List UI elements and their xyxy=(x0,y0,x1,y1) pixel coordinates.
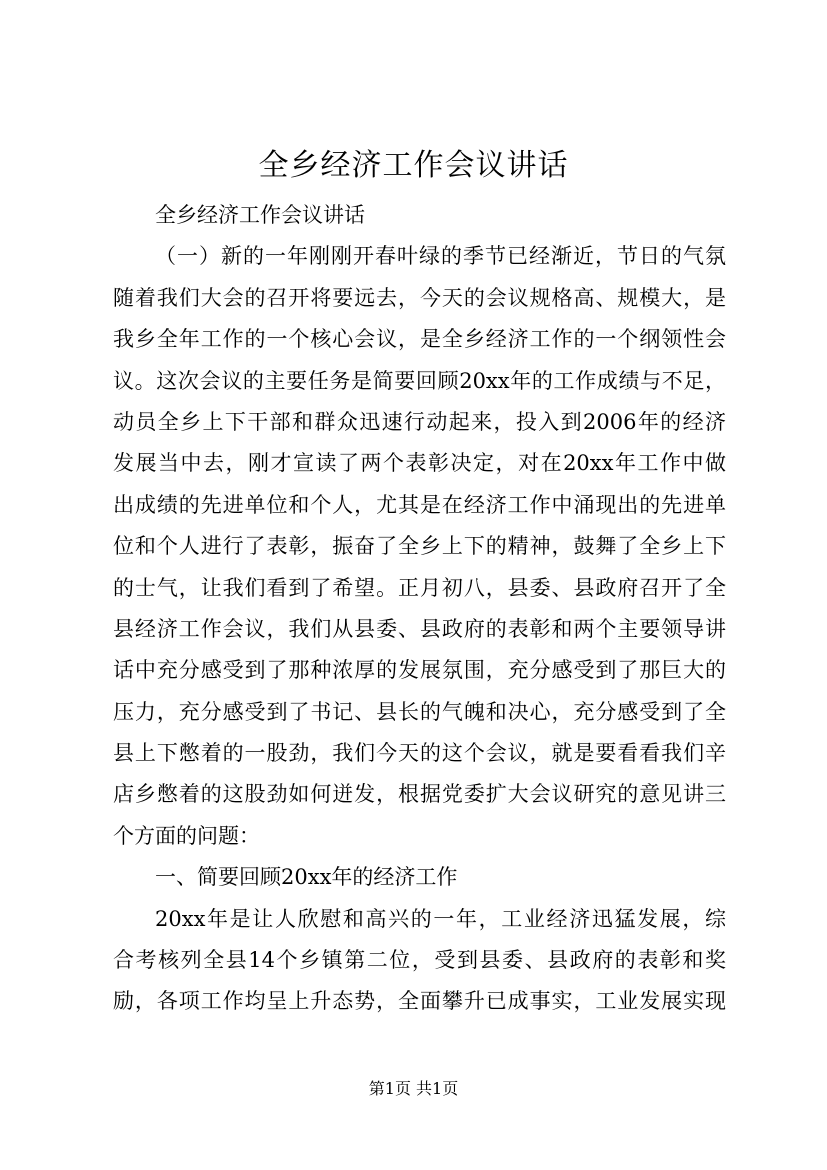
paragraph-line: 合考核列全县14个乡镇第二位，受到县委、县政府的表彰和奖 xyxy=(113,948,726,973)
section-heading: 一、简要回顾20xx年的经济工作 xyxy=(155,865,458,890)
paragraph-line: 县经济工作会议，我们从县委、县政府的表彰和两个主要领导讲 xyxy=(113,616,726,641)
paragraph-line: 出成绩的先进单位和个人，尤其是在经济工作中涌现出的先进单 xyxy=(113,492,726,517)
paragraph-line: 话中充分感受到了那种浓厚的发展氛围，充分感受到了那巨大的 xyxy=(113,658,726,683)
paragraph-line: 动员全乡上下干部和群众迅速行动起来，投入到2006年的经济 xyxy=(113,409,726,434)
paragraph-line: 励，各项工作均呈上升态势，全面攀升已成事实，工业发展实现 xyxy=(113,989,726,1014)
paragraph-line: 县上下憋着的一股劲，我们今天的这个会议，就是要看看我们辛 xyxy=(113,741,726,766)
paragraph-line: 压力，充分感受到了书记、县长的气魄和决心，充分感受到了全 xyxy=(113,699,726,724)
document-body xyxy=(113,195,726,1023)
paragraph-line: 发展当中去，刚才宣读了两个表彰决定，对在20xx年工作中做 xyxy=(113,451,726,476)
paragraph-line: 店乡憋着的这股劲如何迸发，根据党委扩大会议研究的意见讲三 xyxy=(113,782,726,807)
paragraph-line: 位和个人进行了表彰，振奋了全乡上下的精神，鼓舞了全乡上下 xyxy=(113,534,726,559)
paragraph-line: 议。这次会议的主要任务是简要回顾20xx年的工作成绩与不足， xyxy=(113,368,726,393)
paragraph-line: 个方面的问题： xyxy=(113,823,260,848)
paragraph-line: 的士气，让我们看到了希望。正月初八，县委、县政府召开了全 xyxy=(113,575,726,600)
paragraph-line: 20xx年是让人欣慰和高兴的一年，工业经济迅猛发展，综 xyxy=(155,906,726,931)
paragraph-line: （一）新的一年刚刚开春叶绿的季节已经渐近，节日的气氛 xyxy=(155,244,726,269)
subtitle-line: 全乡经济工作会议讲话 xyxy=(155,203,365,227)
page-number-footer: 第1页 共1页 xyxy=(368,1079,459,1098)
document-title: 全乡经济工作会议讲话 xyxy=(258,148,569,183)
paragraph-line: 我乡全年工作的一个核心会议，是全乡经济工作的一个纲领性会 xyxy=(113,327,726,352)
paragraph-line: 随着我们大会的召开将要远去，今天的会议规格高、规模大，是 xyxy=(113,285,726,310)
